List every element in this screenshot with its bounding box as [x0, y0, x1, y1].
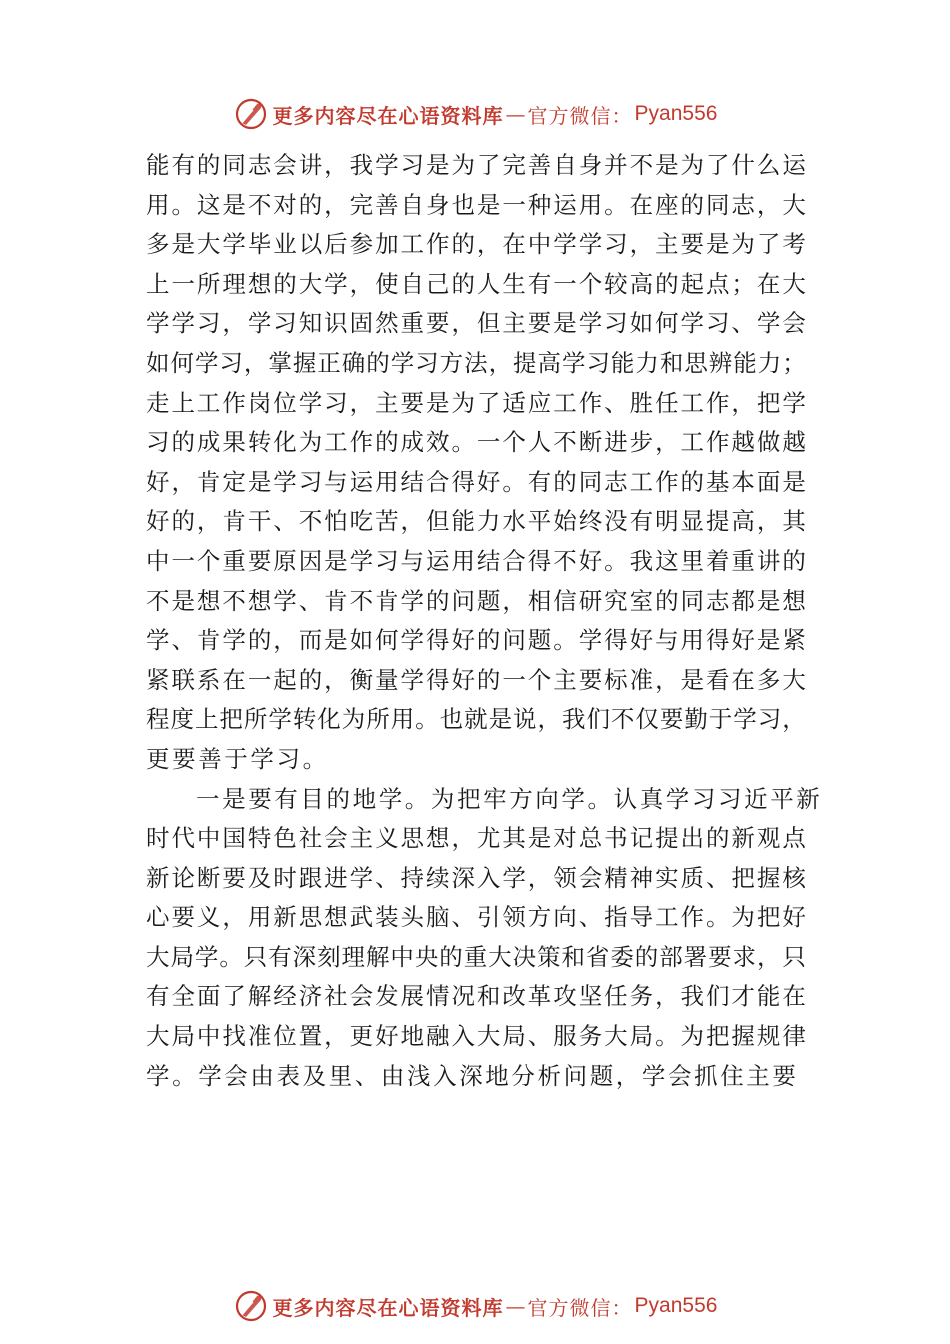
text-line: 中 一 个 重 要 原 因 是 学 习 与 运 用 结 合 得 不 好 。 我 这 里 着 重 讲 的: [146, 546, 806, 575]
text-line: 上 一 所 理 想 的 大 学 ， 使 自 己 的 人 生 有 一 个 较 高 的 起 点 ； 在 大: [146, 269, 806, 298]
text-line: 习 的 成 果 转 化 为 工 作 的 成 效 。 一 个 人 不 断 进 步 ， 工 作 越 做 越: [146, 428, 806, 457]
text-line: 大 局 学 。 只 有 深 刻 理 解 中 央 的 重 大 决 策 和 省 委 的 部 署 要 求 ， 只: [146, 942, 806, 971]
text-line: 有 全 面 了 解 经 济 社 会 发 展 情 况 和 改 革 攻 坚 任 务 ， 我 们 才 能 在: [146, 982, 806, 1011]
text-line: 学 学 习 ， 学 习 知 识 固 然 重 要 ， 但 主 要 是 学 习 如 何 学 习 、 学 会: [146, 309, 806, 338]
text-line: 能 有 的 同 志 会 讲 ， 我 学 习 是 为 了 完 善 自 身 并 不 是 为 了 什 么 运: [146, 151, 806, 179]
footer-banner: [0, 1284, 950, 1328]
banner-official-label: 官方微信：: [527, 103, 633, 128]
quill-pen-logo-icon: [233, 96, 269, 132]
banner-wechat-handle: Pyan556: [634, 102, 718, 125]
text-line: 用 。 这 是 不 对 的 ， 完 善 自 身 也 是 一 种 运 用 。 在 座 的 同 志 ， 大: [146, 190, 806, 219]
text-line: 时 代 中 国 特 色 社 会 主 义 思 想 ， 尤 其 是 对 总 书 记 提 出 的 新 观 点: [146, 824, 806, 853]
text-line: 学。学会由表及里、由浅入深地分析问题，学会抓住主要: [146, 1061, 799, 1090]
text-line: 学 、 肯 学 的 ， 而 是 如 何 学 得 好 的 问 题 。 学 得 好 与 用 得 好 是 紧: [146, 626, 806, 655]
text-line: 走 上 工 作 岗 位 学 习 ， 主 要 是 为 了 适 应 工 作 、 胜 任 工 作 ， 把 学: [146, 388, 806, 417]
text-line: 新 论 断 要 及 时 跟 进 学 、 持 续 深 入 学 ， 领 会 精 神 实 质 、 把 握 核: [146, 863, 806, 892]
banner-dash: —: [505, 1294, 526, 1318]
text-line: 不 是 想 不 想 学 、 肯 不 肯 学 的 问 题 ， 相 信 研 究 室 的 同 志 都 是 想: [146, 586, 806, 615]
banner-brand: 更多内容尽在心语资料库: [272, 103, 504, 128]
banner-wechat-handle: Pyan556: [634, 1294, 718, 1317]
text-line: 大 局 中 找 准 位 置 ， 更 好 地 融 入 大 局 、 服 务 大 局 。 为 把 握 规 律: [146, 1022, 806, 1051]
quill-pen-logo-icon: [233, 1288, 269, 1324]
text-line: 更要善于学习。: [146, 744, 329, 773]
text-line: 心 要 义 ， 用 新 思 想 武 装 头 脑 、 引 领 方 向 、 指 导 工 作 。 为 把 好: [146, 903, 806, 932]
header-banner: [0, 92, 950, 136]
text-line: 如 何 学 习 ， 掌 握 正 确 的 学 习 方 法 ， 提 高 学 习 能 力 和 思 辨 能 力 ；: [146, 348, 806, 377]
document-body: [146, 146, 823, 1096]
text-line: 好 ， 肯 定 是 学 习 与 运 用 结 合 得 好 。 有 的 同 志 工 作 的 基 本 面 是: [146, 467, 806, 496]
banner-dash: —: [505, 102, 526, 126]
text-line: 好 的 ， 肯 干 、 不 怕 吃 苦 ， 但 能 力 水 平 始 终 没 有 明 显 提 高 ， 其: [146, 507, 806, 536]
text-line: 程 度 上 把 所 学 转 化 为 所 用 。 也 就 是 说 ， 我 们 不 仅 要 勤 于 学 习 ，: [146, 705, 806, 734]
banner-brand: 更多内容尽在心语资料库: [272, 1295, 504, 1320]
text-line: 多 是 大 学 毕 业 以 后 参 加 工 作 的 ， 在 中 学 学 习 ， 主 要 是 为 了 考: [146, 230, 806, 259]
paragraph-first-line: 一是要有目的地学。为把牢方向学。认真学习习近平新: [196, 784, 823, 813]
banner-official-label: 官方微信：: [527, 1295, 633, 1320]
text-line: 紧 联 系 在 一 起 的 ， 衡 量 学 得 好 的 一 个 主 要 标 准 ， 是 看 在 多 大: [146, 665, 806, 694]
